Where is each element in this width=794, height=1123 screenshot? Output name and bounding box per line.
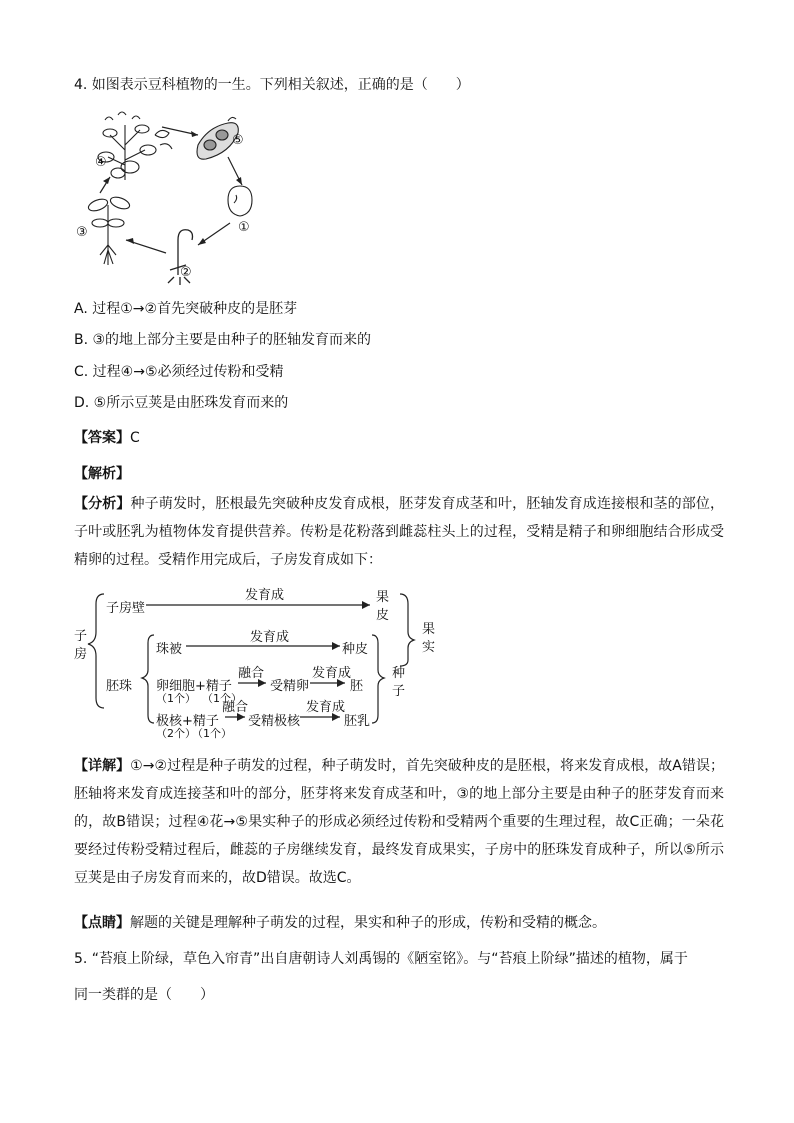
ovary-development-diagram (70, 580, 450, 740)
pei-label: 胚 (350, 679, 364, 694)
answer-label: 【答案】 (74, 430, 130, 446)
detail-label: 【详解】 (74, 758, 131, 774)
analysis-text: 种子萌发时，胚根最先突破种皮发育成根，胚芽发育成茎和叶，胚轴发育成连接根和茎的部位，子叶或胚乳为植物体发育提供营养。传粉是花粉落到雌蕊柱头上的过程，受精是精子和卵细胞结合形成受精卵的过程。受精作用完成后，子房发育成如下： (74, 496, 725, 568)
tip-line (74, 912, 606, 932)
lifecycle-drawing (70, 105, 280, 290)
guopi-char-2: 皮 (376, 608, 390, 623)
plant-lifecycle-figure (70, 105, 280, 290)
option-d: D. ⑤所示豆荚是由胚珠发育而来的 (74, 395, 289, 411)
fayucheng-3: 发育成 (312, 666, 352, 681)
analysis-heading: 【解析】 (74, 466, 130, 482)
tip-text: 解题的关键是理解种子萌发的过程，果实和种子的形成，传粉和受精的概念。 (130, 915, 606, 931)
q5-stem-line1: 5. “苔痕上阶绿，草色入帘青”出自唐朝诗人刘禹锡的《陋室铭》。与“苔痕上阶绿”描述的植物，属于 (74, 951, 688, 967)
peizhu-label: 胚珠 (106, 679, 133, 694)
ronghe-2: 融合 (222, 700, 249, 715)
ronghe-1: 融合 (238, 666, 265, 681)
seed-icon (228, 186, 252, 216)
shoujingjihe-label: 受精极核 (248, 714, 301, 729)
fayucheng-1: 发育成 (245, 588, 285, 603)
label-5: ⑤ (232, 133, 244, 148)
zhongzi-char-2: 子 (392, 684, 406, 699)
tip-label: 【点睛】 (74, 915, 130, 931)
luanxibao-label: 卵细胞+精子 (156, 679, 232, 694)
zhongzi-char-1: 种 (392, 666, 406, 681)
answer-line (74, 427, 140, 447)
detail-paragraph (74, 752, 724, 892)
label-4: ④ (95, 155, 107, 170)
label-1: ① (238, 220, 250, 235)
seedling-icon (87, 195, 131, 265)
zhubei-label: 珠被 (156, 642, 183, 657)
option-c: C. 过程④→⑤必须经过传粉和受精 (74, 364, 284, 380)
guopi-char-1: 果 (376, 590, 390, 605)
analysis-paragraph (74, 490, 724, 574)
label-3: ③ (76, 225, 88, 240)
q5-stem-line2: 同一类群的是（ ） (74, 987, 214, 1003)
zhongpi-label: 种皮 (342, 642, 369, 657)
zifang-char-1: 子 (74, 629, 88, 644)
option-a: A. 过程①→②首先突破种皮的是胚芽 (74, 301, 298, 317)
analysis-label: 【分析】 (74, 496, 131, 512)
detail-text: ①→②过程是种子萌发的过程，种子萌发时，首先突破种皮的是胚根，将来发育成根，故A错误；胚轴将来发育成连接茎和叶的部分，胚芽将来发育成茎和叶，③的地上部分主要是由种子的胚芽发育而来的，故B错误；过程④花→⑤果实种子的形成必须经过传粉和受精两个重要的生理过程，故C正确；一朵花要经过传粉受精过程后，雌蕊的子房继续发育，最终发育成果实，子房中的胚珠发育成种子，所以⑤所示豆荚是由子房发育而来的，故D错误。故选C。 (74, 758, 724, 886)
peiru-label: 胚乳 (344, 714, 371, 729)
label-2: ② (180, 265, 192, 280)
answer-value: C (130, 430, 140, 446)
flowering-plant-icon (98, 112, 172, 180)
count-1b: （1个） (202, 692, 242, 705)
jihe-label: 极核+精子 (156, 714, 219, 729)
count-2b: （1个） (192, 727, 232, 740)
guoshi-char-1: 果 (422, 622, 436, 637)
shoujingluan-label: 受精卵 (270, 679, 310, 694)
fayucheng-4: 发育成 (306, 700, 346, 715)
guoshi-char-2: 实 (422, 640, 436, 655)
count-1a: （1个） (156, 692, 196, 705)
zifang-char-2: 房 (74, 647, 88, 662)
zifangbi-label: 子房壁 (106, 601, 146, 616)
count-2a: （2个） (156, 727, 196, 740)
option-b: B. ③的地上部分主要是由种子的胚轴发育而来的 (74, 332, 372, 348)
fayucheng-2: 发育成 (250, 630, 290, 645)
q4-stem: 4. 如图表示豆科植物的一生。下列相关叙述，正确的是（ ） (74, 77, 470, 93)
